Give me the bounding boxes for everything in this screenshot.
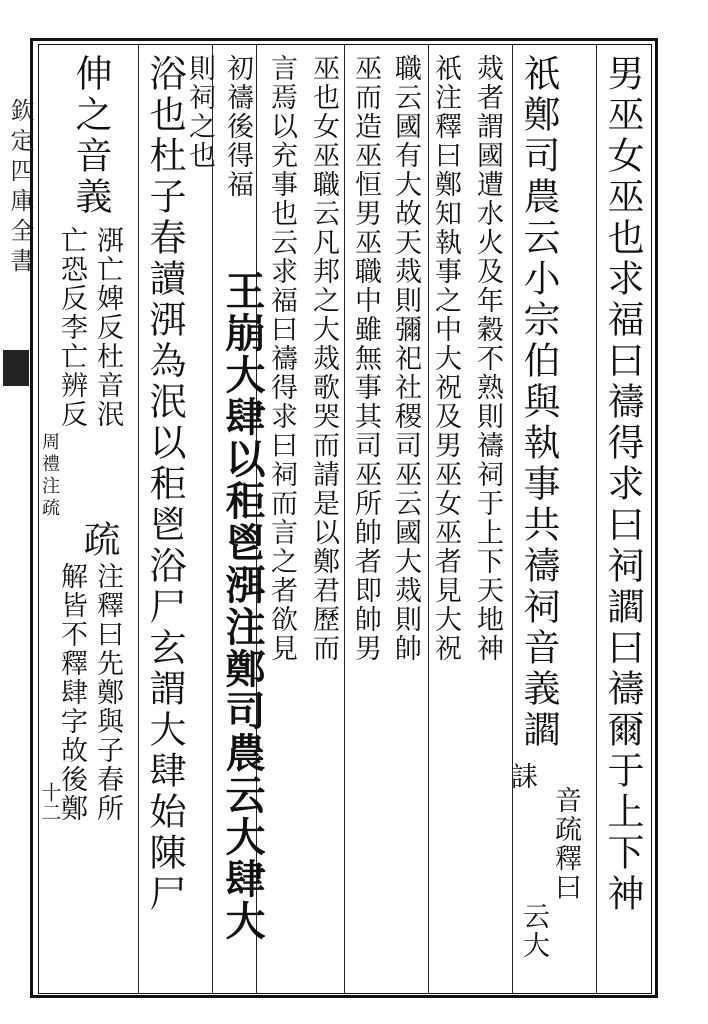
book-spine <box>0 40 34 998</box>
text-column-9-main: 王崩大肆以秬鬯渳注鄭司農云大肆大 <box>219 270 266 942</box>
spine-fishtail-mark <box>3 350 29 386</box>
column-rule <box>212 44 213 994</box>
margin-book-title: 周禮注疏 <box>39 432 60 520</box>
text-column-8: 言焉以充事也云求福曰禱得求曰祠而言之者欲見 <box>266 54 297 663</box>
column-rule <box>512 44 513 994</box>
column-rule <box>138 44 139 994</box>
text-column-7: 巫也女巫職云凡邦之大烖歌哭而請是以鄭君歷而 <box>308 54 339 663</box>
column-rule <box>344 44 345 994</box>
text-column-14: 解皆不釋肆字故後鄭 <box>56 562 87 823</box>
text-column-12-shu: 疏 <box>77 520 120 561</box>
text-column-9: 初禱後得福 <box>222 54 253 199</box>
page-number: 十二 <box>38 782 62 822</box>
text-column-4: 祇注釋曰鄭知執事之中大祝及男巫女巫者見大祝 <box>430 54 461 663</box>
spine-title: 欽定四庫全書 <box>6 98 34 278</box>
text-column-12-main: 伸之音義 <box>69 54 112 218</box>
text-column-2-note-c: 云大 <box>518 902 549 960</box>
text-column-13: 亡恐反李亡辨反 <box>56 226 87 429</box>
text-column-11: 浴也杜子春讀渳為泯以秬鬯浴尸玄謂大肆始陳尸 <box>143 54 186 915</box>
column-rule <box>428 44 429 994</box>
text-column-2-note-b: 誄 <box>506 762 537 791</box>
text-column-3: 烖者謂國遭水火及年穀不熟則禱祠于上下天地神 <box>472 54 503 663</box>
text-column-10: 則祠之也 <box>184 54 215 170</box>
text-column-2-note: 音疏釋曰 <box>550 786 581 902</box>
text-column-12-note-b: 注釋曰先鄭與子春所 <box>92 562 123 823</box>
text-column-5: 職云國有大故天烖則彌祀社稷司巫云國大烖則帥 <box>390 54 421 663</box>
column-rule <box>596 44 597 994</box>
text-column-6: 巫而造巫恒男巫職中雖無事其司巫所帥者即帥男 <box>350 54 381 663</box>
text-column-2: 祇鄭司農云小宗伯與執事共禱祠音義讇 <box>517 54 560 751</box>
text-column-1: 男巫女巫也求福曰禱得求曰祠讇曰禱爾于上下神 <box>601 54 644 915</box>
text-column-12-note: 渳亡婢反杜音泯 <box>92 226 123 429</box>
